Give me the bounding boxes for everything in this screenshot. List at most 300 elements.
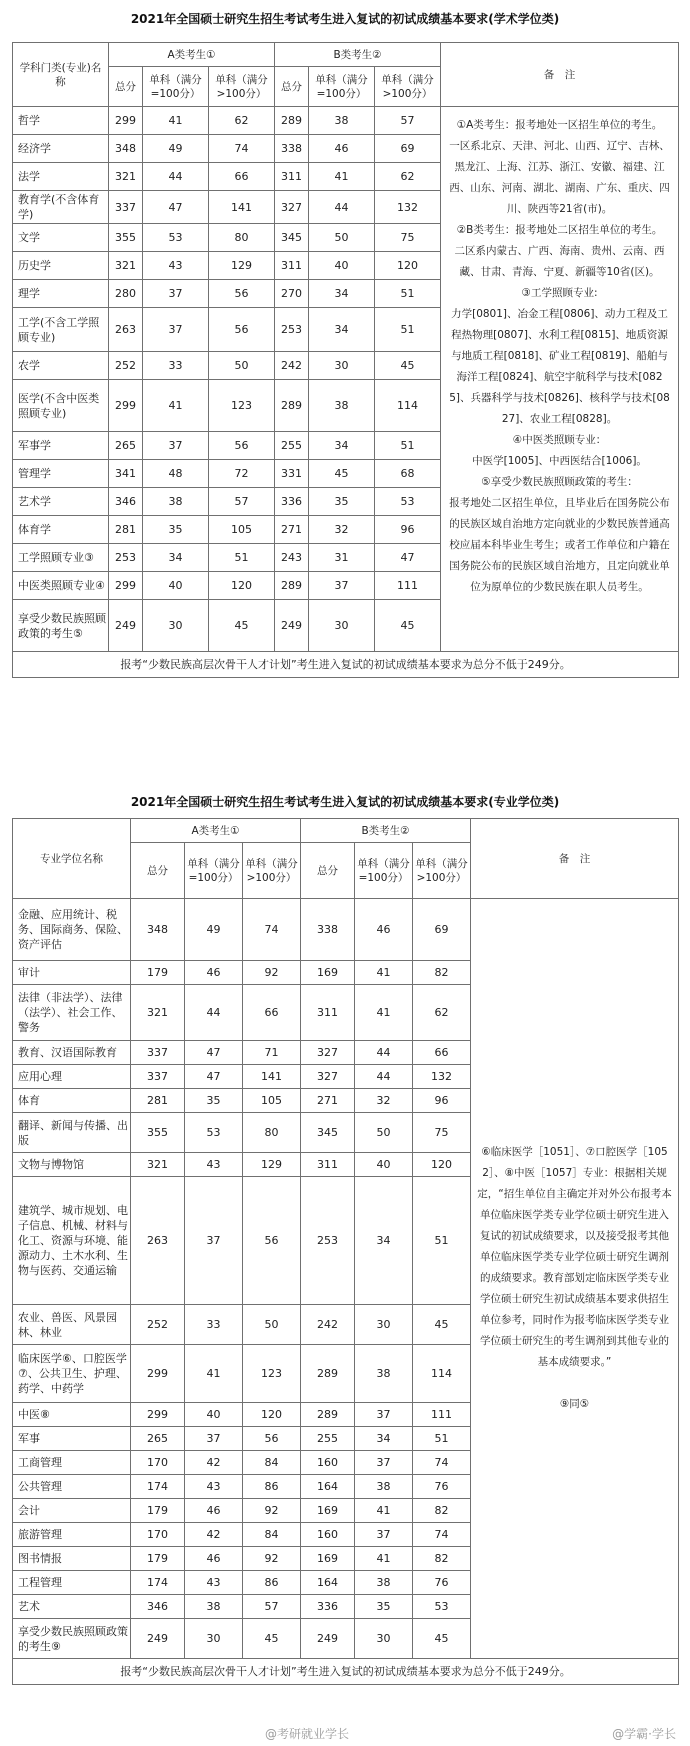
subject-name: 教育、汉语国际教育 — [13, 1041, 131, 1065]
a-single100: 40 — [143, 572, 209, 600]
a-total: 355 — [131, 1113, 185, 1153]
b-single-gt100: 82 — [413, 1547, 471, 1571]
b-total: 164 — [301, 1571, 355, 1595]
b-single-gt100: 75 — [375, 224, 441, 252]
b-total: 243 — [275, 544, 309, 572]
subject-name: 公共管理 — [13, 1475, 131, 1499]
b-total: 289 — [275, 380, 309, 432]
a-single-gt100: 50 — [209, 352, 275, 380]
b-total: 338 — [301, 899, 355, 961]
a-total: 321 — [131, 985, 185, 1041]
a-total: 355 — [109, 224, 143, 252]
b-total-header: 总分 — [275, 67, 309, 107]
subject-name: 中医类照顾专业④ — [13, 572, 109, 600]
subject-name: 工程管理 — [13, 1571, 131, 1595]
footer-row — [13, 652, 679, 678]
a-total: 179 — [131, 1499, 185, 1523]
b-single-gt100: 45 — [375, 600, 441, 652]
b-total: 311 — [301, 985, 355, 1041]
subject-name: 应用心理 — [13, 1065, 131, 1089]
a-single100: 43 — [143, 252, 209, 280]
a-single100: 37 — [143, 432, 209, 460]
a-single100: 37 — [185, 1427, 243, 1451]
b-single100: 32 — [355, 1089, 413, 1113]
b-total: 345 — [275, 224, 309, 252]
b-single-gt100: 51 — [375, 280, 441, 308]
a-single100: 30 — [185, 1619, 243, 1659]
a-single-gt100: 50 — [243, 1305, 301, 1345]
a-total: 299 — [109, 107, 143, 135]
footer-note: 报考“少数民族高层次骨干人才计划”考生进入复试的初试成绩基本要求为总分不低于249分。 — [13, 1659, 679, 1685]
b-single-gt100: 45 — [413, 1619, 471, 1659]
professional-table-body — [13, 819, 679, 1685]
table-row — [13, 107, 679, 135]
b-single100: 34 — [309, 280, 375, 308]
a-single100: 43 — [185, 1571, 243, 1595]
b-total: 242 — [275, 352, 309, 380]
b-single100: 32 — [309, 516, 375, 544]
a-total: 321 — [109, 252, 143, 280]
subject-name: 工商管理 — [13, 1451, 131, 1475]
subject-name: 教育学(不含体育学) — [13, 191, 109, 224]
b-single100: 50 — [309, 224, 375, 252]
a-single-gt100: 56 — [209, 432, 275, 460]
b-single-gt100: 114 — [375, 380, 441, 432]
note-paragraph: ⑤享受少数民族照顾政策的考生： — [481, 476, 638, 488]
subject-header: 专业学位名称 — [13, 819, 131, 899]
a-total: 249 — [109, 600, 143, 652]
subject-name: 享受少数民族照顾政策的考生⑤ — [13, 600, 109, 652]
b-total: 327 — [275, 191, 309, 224]
note-paragraph: 二区系内蒙古、广西、海南、贵州、云南、西藏、甘肃、青海、宁夏、新疆等10省(区)。 — [454, 245, 665, 278]
header-row — [13, 819, 679, 843]
a-single-gt100: 56 — [243, 1177, 301, 1305]
a-single-gt100: 92 — [243, 1499, 301, 1523]
a-single100: 47 — [185, 1041, 243, 1065]
subject-name: 建筑学、城市规划、电子信息、机械、材料与化工、资源与环境、能源动力、土木水利、生物与医药、交通运输 — [13, 1177, 131, 1305]
subject-name: 艺术学 — [13, 488, 109, 516]
a-single100: 37 — [185, 1177, 243, 1305]
a-single100: 53 — [185, 1113, 243, 1153]
a-total: 252 — [131, 1305, 185, 1345]
b-single-gt100: 120 — [375, 252, 441, 280]
b-single-gt100: 75 — [413, 1113, 471, 1153]
b-single-gt100: 111 — [413, 1403, 471, 1427]
a-total: 281 — [109, 516, 143, 544]
note-paragraph: ④中医类照顾专业： — [512, 434, 607, 446]
subject-name: 体育学 — [13, 516, 109, 544]
a-single-gt100: 45 — [243, 1619, 301, 1659]
b-single100: 34 — [309, 308, 375, 352]
a-single100: 35 — [143, 516, 209, 544]
b-total: 338 — [275, 135, 309, 163]
watermark-left: @考研就业学长 — [265, 1727, 350, 1741]
a-single-gt100-header: 单科（满分>100分） — [209, 67, 275, 107]
footer-row — [13, 1659, 679, 1685]
a-class-header: A类考生① — [131, 819, 301, 843]
a-total-header: 总分 — [131, 843, 185, 899]
a-total: 299 — [131, 1403, 185, 1427]
a-single-gt100: 86 — [243, 1475, 301, 1499]
b-total: 271 — [301, 1089, 355, 1113]
a-single-gt100: 45 — [209, 600, 275, 652]
b-single100: 30 — [309, 352, 375, 380]
subject-name: 工学(不含工学照顾专业) — [13, 308, 109, 352]
b-total: 289 — [301, 1345, 355, 1403]
a-total: 321 — [109, 163, 143, 191]
b-single100: 30 — [355, 1619, 413, 1659]
a-total: 348 — [109, 135, 143, 163]
subject-name: 体育 — [13, 1089, 131, 1113]
note-paragraph: 中医学[1005]、中西医结合[1006]。 — [472, 455, 647, 467]
a-single100: 46 — [185, 1499, 243, 1523]
a-single-gt100: 84 — [243, 1523, 301, 1547]
b-single-gt100: 120 — [413, 1153, 471, 1177]
a-single-gt100: 56 — [243, 1427, 301, 1451]
b-single-gt100: 111 — [375, 572, 441, 600]
a-total: 337 — [131, 1041, 185, 1065]
b-single-gt100: 51 — [413, 1177, 471, 1305]
a-single-gt100: 72 — [209, 460, 275, 488]
a-single-gt100: 80 — [209, 224, 275, 252]
a-total: 346 — [131, 1595, 185, 1619]
a-single-gt100: 56 — [209, 308, 275, 352]
b-total: 289 — [301, 1403, 355, 1427]
b-single-gt100: 57 — [375, 107, 441, 135]
b-total: 289 — [275, 107, 309, 135]
b-total: 255 — [301, 1427, 355, 1451]
b-single100: 44 — [355, 1065, 413, 1089]
b-single-gt100: 62 — [413, 985, 471, 1041]
a-single-gt100: 66 — [243, 985, 301, 1041]
b-class-header: B类考生② — [275, 43, 441, 67]
b-single100: 30 — [309, 600, 375, 652]
a-total: 346 — [109, 488, 143, 516]
b-total: 270 — [275, 280, 309, 308]
a-single100: 38 — [143, 488, 209, 516]
b-single100: 38 — [309, 107, 375, 135]
b-single100: 35 — [355, 1595, 413, 1619]
watermark-right: @学霸·学长 — [612, 1727, 676, 1741]
a-total: 280 — [109, 280, 143, 308]
b-single-gt100: 66 — [413, 1041, 471, 1065]
a-total: 253 — [109, 544, 143, 572]
subject-name: 农业、兽医、风景园林、林业 — [13, 1305, 131, 1345]
b-single-gt100: 51 — [375, 432, 441, 460]
a-single100: 43 — [185, 1475, 243, 1499]
subject-name: 农学 — [13, 352, 109, 380]
a-single-gt100: 105 — [243, 1089, 301, 1113]
b-single100: 40 — [355, 1153, 413, 1177]
a-single-gt100: 51 — [209, 544, 275, 572]
a-total: 348 — [131, 899, 185, 961]
b-single100: 41 — [355, 1499, 413, 1523]
b-total: 255 — [275, 432, 309, 460]
b-single100: 31 — [309, 544, 375, 572]
academic-score-table — [12, 42, 679, 678]
b-single100: 37 — [309, 572, 375, 600]
a-single-gt100: 74 — [209, 135, 275, 163]
b-single100: 44 — [355, 1041, 413, 1065]
a-single100: 42 — [185, 1523, 243, 1547]
a-single100: 47 — [185, 1065, 243, 1089]
b-single100: 38 — [309, 380, 375, 432]
b-single100: 34 — [355, 1177, 413, 1305]
b-total: 271 — [275, 516, 309, 544]
a-single-gt100: 141 — [209, 191, 275, 224]
b-single-gt100: 96 — [413, 1089, 471, 1113]
note-paragraph: 力学[0801]、冶金工程[0806]、动力工程及工程热物理[0807]、水利工程[0815]、地质资源与地质工程[0818]、矿业工程[0819]、船舶与海洋工程[0824]、航空宇航科学与技术[0825]、兵器科学与技术[0826]、核科学与技术[0827]、农业工程[0828]。 — [449, 308, 670, 425]
a-single-gt100: 123 — [209, 380, 275, 432]
b-single-gt100: 51 — [413, 1427, 471, 1451]
a-class-header: A类考生① — [109, 43, 275, 67]
a-single-gt100: 92 — [243, 1547, 301, 1571]
notes-header: 备 注 — [471, 819, 679, 899]
b-single100: 37 — [355, 1403, 413, 1427]
b-single100: 34 — [355, 1427, 413, 1451]
a-single100: 37 — [143, 308, 209, 352]
b-single-gt100: 114 — [413, 1345, 471, 1403]
a-total: 174 — [131, 1571, 185, 1595]
a-single-gt100: 84 — [243, 1451, 301, 1475]
b-total: 249 — [301, 1619, 355, 1659]
a-single100: 40 — [185, 1403, 243, 1427]
notes-header: 备 注 — [441, 43, 679, 107]
header-row — [13, 43, 679, 67]
b-total: 169 — [301, 961, 355, 985]
a-single100: 41 — [143, 380, 209, 432]
b-single100: 44 — [309, 191, 375, 224]
b-total: 336 — [301, 1595, 355, 1619]
a-single-gt100: 105 — [209, 516, 275, 544]
a-single100: 44 — [185, 985, 243, 1041]
b-single100: 50 — [355, 1113, 413, 1153]
b-total: 289 — [275, 572, 309, 600]
a-single100: 34 — [143, 544, 209, 572]
subject-name: 军事 — [13, 1427, 131, 1451]
b-single100: 30 — [355, 1305, 413, 1345]
a-single100-header: 单科（满分=100分） — [185, 843, 243, 899]
b-single100: 41 — [309, 163, 375, 191]
a-single-gt100: 129 — [209, 252, 275, 280]
b-single-gt100: 132 — [375, 191, 441, 224]
subject-name: 临床医学⑥、口腔医学⑦、公共卫生、护理、药学、中药学 — [13, 1345, 131, 1403]
a-single-gt100: 62 — [209, 107, 275, 135]
b-total: 242 — [301, 1305, 355, 1345]
subject-name: 经济学 — [13, 135, 109, 163]
a-single-gt100: 120 — [243, 1403, 301, 1427]
subject-name: 审计 — [13, 961, 131, 985]
subject-name: 文物与博物馆 — [13, 1153, 131, 1177]
b-total: 253 — [301, 1177, 355, 1305]
b-single100: 46 — [309, 135, 375, 163]
a-single-gt100: 86 — [243, 1571, 301, 1595]
b-single100: 41 — [355, 1547, 413, 1571]
note-paragraph: ③工学照顾专业: — [521, 287, 598, 299]
a-total: 337 — [131, 1065, 185, 1089]
b-total: 311 — [275, 252, 309, 280]
a-total: 170 — [131, 1523, 185, 1547]
a-single100: 43 — [185, 1153, 243, 1177]
a-single100: 38 — [185, 1595, 243, 1619]
a-single-gt100: 80 — [243, 1113, 301, 1153]
subject-name: 历史学 — [13, 252, 109, 280]
a-total: 263 — [131, 1177, 185, 1305]
b-single-gt100: 68 — [375, 460, 441, 488]
b-single100: 41 — [355, 985, 413, 1041]
a-total: 249 — [131, 1619, 185, 1659]
note-paragraph: 报考地处二区招生单位，且毕业后在国务院公布的民族区域自治地方定向就业的少数民族普通高校应届本科毕业生考生；或者工作单位和户籍在国务院公布的民族区域自治地方，且定向就业单位为原单位的少数民族在职人员考生。 — [449, 497, 670, 593]
a-total: 252 — [109, 352, 143, 380]
b-total: 169 — [301, 1499, 355, 1523]
b-single-gt100: 69 — [375, 135, 441, 163]
a-single100: 41 — [185, 1345, 243, 1403]
note-paragraph: ⑥临床医学［1051］、⑦口腔医学［1052］、⑧中医［1057］专业：根据相关规定，“招生单位自主确定并对外公布报考本单位临床医学类专业学位硕士研究生进入复试的初试成绩要求，以及接受报考其他单位临床医学类专业学位硕士研究生调剂的成绩要求。教育部划定临床医学类专业学位硕士研究生初试成绩基本要求供招生单位参考，同时作为报考临床医学类专业学位硕士研究生的考生调剂到其他专业的基本成绩要求。” — [477, 1146, 672, 1368]
b-class-header: B类考生② — [301, 819, 471, 843]
b-total: 160 — [301, 1523, 355, 1547]
notes-cell — [471, 899, 679, 1659]
subject-name: 旅游管理 — [13, 1523, 131, 1547]
a-single-gt100: 120 — [209, 572, 275, 600]
b-single-gt100: 74 — [413, 1451, 471, 1475]
a-single100: 33 — [143, 352, 209, 380]
b-total-header: 总分 — [301, 843, 355, 899]
a-single-gt100: 123 — [243, 1345, 301, 1403]
b-single-gt100: 51 — [375, 308, 441, 352]
b-single-gt100: 47 — [375, 544, 441, 572]
b-single100: 45 — [309, 460, 375, 488]
a-single100: 35 — [185, 1089, 243, 1113]
b-total: 169 — [301, 1547, 355, 1571]
subject-name: 艺术 — [13, 1595, 131, 1619]
b-single-gt100: 45 — [375, 352, 441, 380]
b-single100: 38 — [355, 1345, 413, 1403]
b-single100: 40 — [309, 252, 375, 280]
subject-name: 中医⑧ — [13, 1403, 131, 1427]
a-total: 299 — [131, 1345, 185, 1403]
a-single100: 53 — [143, 224, 209, 252]
a-single100: 33 — [185, 1305, 243, 1345]
a-single100: 48 — [143, 460, 209, 488]
subject-name: 理学 — [13, 280, 109, 308]
a-single100: 49 — [143, 135, 209, 163]
a-total: 179 — [131, 961, 185, 985]
a-total: 337 — [109, 191, 143, 224]
subject-name: 享受少数民族照顾政策的考生⑨ — [13, 1619, 131, 1659]
a-single100: 49 — [185, 899, 243, 961]
subject-name: 管理学 — [13, 460, 109, 488]
academic-table-title: 2021年全国硕士研究生招生考试考生进入复试的初试成绩基本要求(学术学位类) — [130, 12, 560, 26]
b-single-gt100: 76 — [413, 1571, 471, 1595]
a-total: 179 — [131, 1547, 185, 1571]
subject-name: 工学照顾专业③ — [13, 544, 109, 572]
b-single100-header: 单科（满分=100分） — [355, 843, 413, 899]
b-total: 331 — [275, 460, 309, 488]
subject-name: 法律（非法学）、法律（法学）、社会工作、警务 — [13, 985, 131, 1041]
b-single-gt100-header: 单科（满分>100分） — [375, 67, 441, 107]
a-single100: 46 — [185, 1547, 243, 1571]
a-single100: 30 — [143, 600, 209, 652]
b-single100: 38 — [355, 1475, 413, 1499]
b-single100: 35 — [309, 488, 375, 516]
a-single100: 41 — [143, 107, 209, 135]
b-single100: 38 — [355, 1571, 413, 1595]
professional-score-table — [12, 818, 679, 1685]
b-single-gt100: 53 — [413, 1595, 471, 1619]
professional-table-title: 2021年全国硕士研究生招生考试考生进入复试的初试成绩基本要求(专业学位类) — [130, 795, 560, 809]
a-total: 263 — [109, 308, 143, 352]
a-total: 281 — [131, 1089, 185, 1113]
a-single100: 46 — [185, 961, 243, 985]
a-single100: 42 — [185, 1451, 243, 1475]
subject-name: 哲学 — [13, 107, 109, 135]
subject-name: 图书情报 — [13, 1547, 131, 1571]
note-paragraph: ②B类考生：报考地处二区招生单位的考生。 — [456, 224, 663, 236]
a-total: 299 — [109, 380, 143, 432]
b-single100: 41 — [355, 961, 413, 985]
subject-name: 医学(不含中医类照顾专业) — [13, 380, 109, 432]
b-single-gt100-header: 单科（满分>100分） — [413, 843, 471, 899]
a-single-gt100: 129 — [243, 1153, 301, 1177]
b-single-gt100: 69 — [413, 899, 471, 961]
a-single-gt100: 74 — [243, 899, 301, 961]
note-paragraph: ⑨同⑤ — [559, 1398, 590, 1410]
table-row — [13, 899, 679, 961]
b-single100: 37 — [355, 1523, 413, 1547]
b-single-gt100: 62 — [375, 163, 441, 191]
b-total: 164 — [301, 1475, 355, 1499]
subject-name: 翻译、新闻与传播、出版 — [13, 1113, 131, 1153]
b-single-gt100: 76 — [413, 1475, 471, 1499]
a-total: 265 — [131, 1427, 185, 1451]
a-total: 321 — [131, 1153, 185, 1177]
subject-name: 法学 — [13, 163, 109, 191]
subject-header: 学科门类(专业)名称 — [13, 43, 109, 107]
b-total: 253 — [275, 308, 309, 352]
b-total: 327 — [301, 1041, 355, 1065]
a-total: 341 — [109, 460, 143, 488]
b-total: 327 — [301, 1065, 355, 1089]
a-single-gt100: 141 — [243, 1065, 301, 1089]
b-total: 160 — [301, 1451, 355, 1475]
b-total: 249 — [275, 600, 309, 652]
a-single-gt100: 57 — [209, 488, 275, 516]
subject-name: 军事学 — [13, 432, 109, 460]
a-total: 174 — [131, 1475, 185, 1499]
b-single-gt100: 45 — [413, 1305, 471, 1345]
a-single100: 47 — [143, 191, 209, 224]
b-single-gt100: 82 — [413, 1499, 471, 1523]
a-single100: 44 — [143, 163, 209, 191]
b-single100-header: 单科（满分=100分） — [309, 67, 375, 107]
a-single-gt100: 71 — [243, 1041, 301, 1065]
b-single-gt100: 53 — [375, 488, 441, 516]
notes-cell — [441, 107, 679, 652]
a-single100-header: 单科（满分=100分） — [143, 67, 209, 107]
b-single-gt100: 74 — [413, 1523, 471, 1547]
b-total: 311 — [301, 1153, 355, 1177]
a-single100: 37 — [143, 280, 209, 308]
note-paragraph: ①A类考生：报考地处一区招生单位的考生。 — [456, 119, 663, 131]
note-paragraph: 一区系北京、天津、河北、山西、辽宁、吉林、黑龙江、上海、江苏、浙江、安徽、福建、江西、山东、河南、湖北、湖南、广东、重庆、四川、陕西等21省(市)。 — [449, 140, 670, 215]
a-total: 170 — [131, 1451, 185, 1475]
a-single-gt100: 92 — [243, 961, 301, 985]
b-single100: 34 — [309, 432, 375, 460]
b-single-gt100: 96 — [375, 516, 441, 544]
academic-table-body — [13, 43, 679, 678]
subject-name: 文学 — [13, 224, 109, 252]
a-single-gt100: 66 — [209, 163, 275, 191]
